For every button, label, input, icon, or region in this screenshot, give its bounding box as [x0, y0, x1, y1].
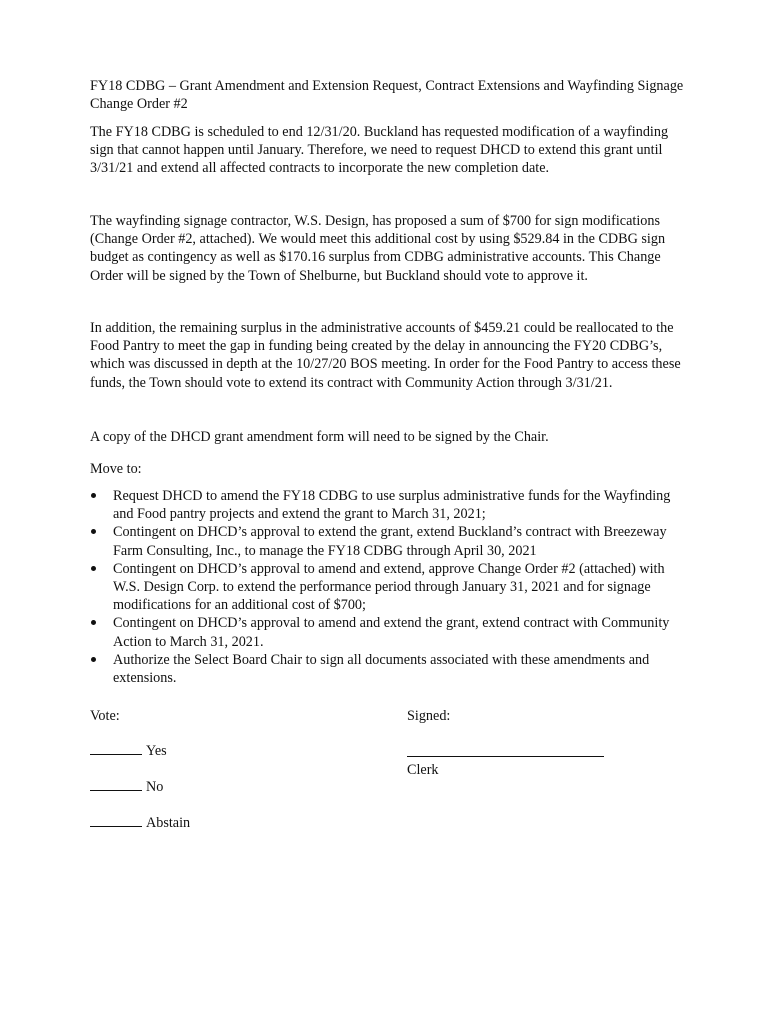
- list-item: Contingent on DHCD’s approval to amend and extend, approve Change Order #2 (attached) with W.S. Design Corp. to extend the performance period through January 31, 2021 and for signage modifications for an additional cost of $700;: [90, 560, 680, 615]
- list-item: Contingent on DHCD’s approval to extend the grant, extend Buckland’s contract with Breezeway Farm Consulting, Inc., to manage the FY18 CDBG through April 30, 2021: [90, 523, 680, 559]
- vote-blank-line: [90, 814, 142, 827]
- list-item: Authorize the Select Board Chair to sign all documents associated with these amendments and extensions.: [90, 651, 680, 687]
- vote-option-label: Yes: [146, 743, 167, 759]
- vote-option-yes: [90, 742, 167, 760]
- document-title: FY18 CDBG – Grant Amendment and Extension Request, Contract Extensions and Wayfinding Signage Change Order #2: [90, 78, 684, 113]
- move-to-label: Move to:: [90, 461, 142, 477]
- vote-option-label: No: [146, 779, 164, 795]
- vote-label: Vote:: [90, 708, 120, 724]
- vote-option-label: Abstain: [146, 815, 191, 831]
- paragraph-amendment-form: A copy of the DHCD grant amendment form will need to be signed by the Chair.: [90, 429, 549, 445]
- paragraph-food-pantry: In addition, the remaining surplus in the administrative accounts of $459.21 could be reallocated to the Food Pantry to meet the gap in funding being created by the delay in announcing the FY20 CDBG’s, which was discussed in depth at the 10/27/20 BOS meeting. In order for the Food Pantry to access these funds, the Town should vote to extend its contract with Community Action through 3/31/21.: [90, 320, 681, 391]
- vote-blank-line: [90, 742, 142, 755]
- vote-blank-line: [90, 778, 142, 791]
- vote-option-no: [90, 778, 163, 796]
- vote-option-abstain: [90, 814, 190, 832]
- clerk-label: Clerk: [407, 762, 439, 778]
- list-item: Contingent on DHCD’s approval to amend and extend the grant, extend contract with Community Action to March 31, 2021.: [90, 614, 680, 650]
- list-item: Request DHCD to amend the FY18 CDBG to use surplus administrative funds for the Wayfinding and Food pantry projects and extend the grant to March 31, 2021;: [90, 487, 680, 523]
- paragraph-change-order: The wayfinding signage contractor, W.S. Design, has proposed a sum of $700 for sign modifications (Change Order #2, attached). We would meet this additional cost by using $529.84 in the CDBG sign budget as contingency as well as $170.16 surplus from CDBG administrative accounts. This Change Order will be signed by the Town of Shelburne, but Buckland should vote to approve it.: [90, 213, 666, 284]
- signature-line: [407, 756, 604, 757]
- motion-list: [90, 487, 680, 687]
- paragraph-schedule: The FY18 CDBG is scheduled to end 12/31/20. Buckland has requested modification of a wayfinding sign that cannot happen until January. Therefore, we need to request DHCD to extend this grant until 3/31/21 and extend all affected contracts to incorporate the new completion date.: [90, 124, 669, 177]
- signed-label: Signed:: [407, 708, 451, 724]
